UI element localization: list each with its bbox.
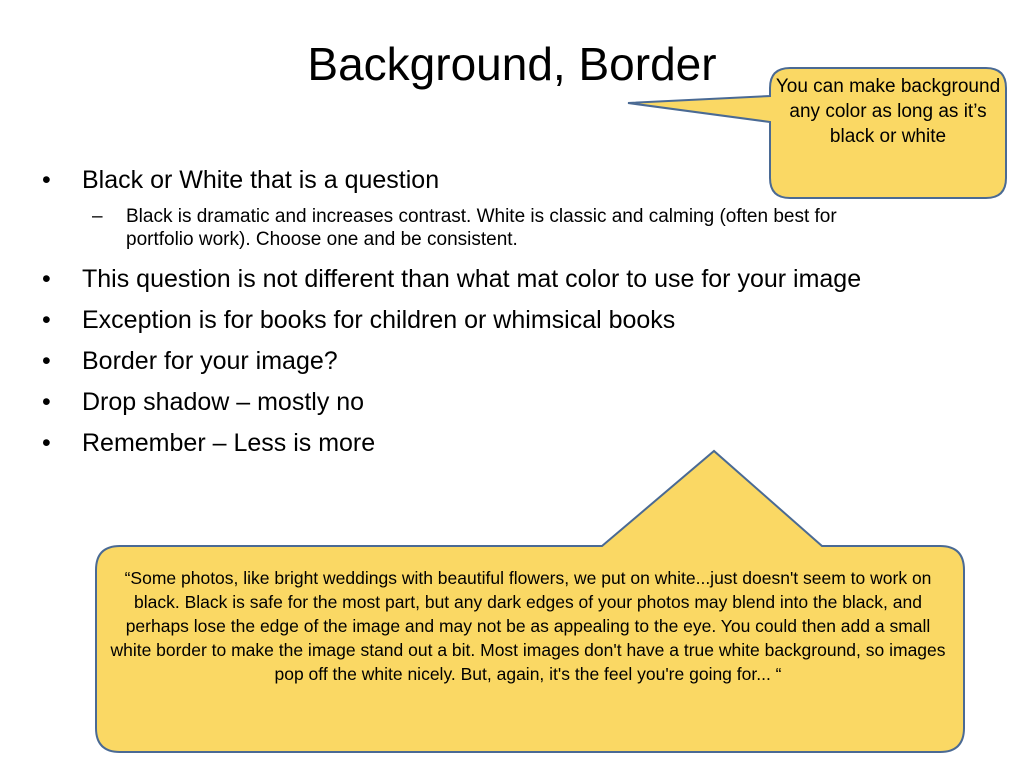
bullet-dot: • [42,388,51,416]
bullet-dot: • [42,306,51,334]
bullet-item [40,164,920,196]
bullet-text: Drop shadow – mostly no [82,388,365,416]
bullet-dot: • [42,265,51,293]
bullet-item [40,304,920,336]
bullet-text: Black or White that is a question [82,166,440,194]
slide-title: Background, Border [307,38,717,90]
bullet-list [40,164,920,468]
sub-bullet-item [40,205,906,251]
bullet-text: This question is not different than what mat color to use for your image [82,265,862,293]
bullet-dot: • [42,166,51,194]
bullet-item [40,386,920,418]
bullet-text: Exception is for books for children or whimsical books [82,306,676,334]
callout-quote-text: “Some photos, like bright weddings with beautiful flowers, we put on white...just doesn't seem to work on black. Black is safe for the most part, but any dark edges of your photos may blend into the black, and perhaps lose the edge of the image and may not be as appealing to the eye. You could then add a small white border to make the image stand out a bit. Most images don't have a true white background, so images pop off the white nicely. But, again, it's the feel you're going for... “ [110,568,946,684]
bullet-item [40,345,920,377]
bullet-item [40,427,920,459]
bullet-dot: • [42,347,51,375]
sub-bullet-dash: – [92,206,103,227]
bullet-text: Remember – Less is more [82,429,376,457]
bullet-dot: • [42,429,51,457]
callout-small-text: You can make background any color as long as it’s black or white [775,76,1001,147]
bullet-text: Border for your image? [82,347,338,375]
bullet-item [40,263,932,295]
sub-bullet-text: Black is dramatic and increases contrast. White is classic and calming (often best for portfolio work). Choose one and be consistent. [126,206,837,250]
